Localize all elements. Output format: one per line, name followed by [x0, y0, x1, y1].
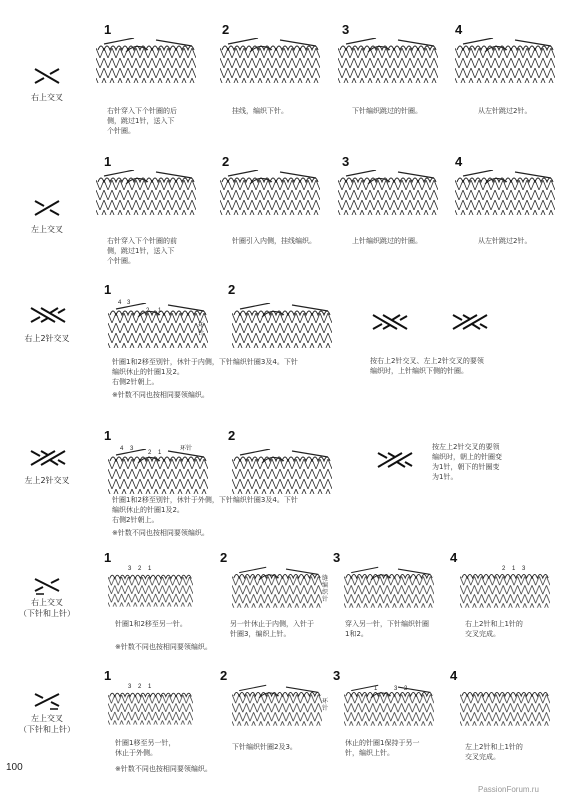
step-number: 1	[104, 154, 112, 169]
cable-symbol-right-over-icon	[32, 66, 62, 86]
cable-symbol-left-over-icon	[32, 198, 62, 218]
section-label: 左上2针交叉	[24, 476, 70, 485]
step-number: 3	[342, 22, 350, 37]
section-note: ※针数不同也按相同要领编织。	[112, 391, 209, 399]
knit-diagram	[108, 560, 193, 610]
step-caption: 针圈引入内侧，挂线编织。	[232, 237, 316, 245]
cable-symbol-left-over-knit-purl-icon	[32, 690, 62, 710]
diagram-label: 环针	[180, 446, 193, 452]
cable-symbol-right-over-2-icon	[370, 312, 410, 332]
step-number: 3	[342, 154, 350, 169]
knit-diagram	[96, 170, 196, 215]
knit-diagram	[460, 560, 550, 610]
knit-diagram	[108, 678, 193, 728]
knit-diagram	[344, 678, 434, 728]
step-caption: 上针编织跳过的针圈。	[352, 237, 422, 245]
step-number: 2	[222, 154, 230, 169]
section-note: ※针数不同也按相同要领编织。	[115, 765, 212, 773]
cable-symbol-left-over-2-icon	[375, 450, 415, 470]
step-number: 2	[220, 550, 228, 565]
step-number: 2	[220, 668, 228, 683]
knit-diagram	[96, 38, 196, 83]
section-note: ※针数不同也按相同要领编织。	[112, 529, 209, 537]
page-number: 100	[6, 762, 23, 773]
step-caption: 下针编织跳过的针圈。	[352, 107, 422, 115]
knit-diagram	[232, 678, 322, 728]
step-number: 1	[104, 550, 112, 565]
diagram-label: 2	[146, 308, 150, 314]
section-label: 左上交叉 （下针和上针）	[19, 714, 75, 734]
step-number: 1	[104, 668, 112, 683]
diagram-label: 2	[138, 684, 142, 690]
knit-diagram	[338, 38, 438, 83]
step-number: 2	[228, 428, 236, 443]
step-number: 3	[333, 550, 341, 565]
knit-diagram	[220, 38, 320, 83]
diagram-label: 2	[138, 566, 142, 572]
diagram-label: 3	[128, 684, 132, 690]
knit-diagram	[455, 38, 555, 83]
watermark: PassionForum.ru	[478, 785, 539, 794]
side-text: 按右上2针交叉、左上2针交叉的要领 编织时，上针编织下侧的针圈。	[370, 357, 484, 375]
step-caption: 穿入另一针，下针编织针圈 1和2。	[345, 620, 429, 638]
knit-diagram	[108, 444, 208, 494]
diagram-label: 2	[148, 450, 152, 456]
diagram-label: 1	[374, 686, 378, 692]
step-number: 4	[455, 22, 463, 37]
diagram-label: 3	[130, 446, 134, 452]
diagram-label: 1	[148, 566, 152, 572]
section-label: 左上交叉	[31, 225, 63, 234]
knit-diagram	[108, 298, 208, 348]
diagram-label: 1	[148, 684, 152, 690]
step-caption: 右上2针和上1针的 交叉完成。	[465, 620, 523, 638]
knit-diagram	[344, 560, 434, 610]
step-caption: 从左针跳过2针。	[478, 107, 532, 115]
step-caption: 休止的针圈1保持于另一 针，编织上针。	[345, 739, 420, 757]
step-number: 1	[104, 428, 112, 443]
step-caption: 挂线，编织下针。	[232, 107, 288, 115]
diagram-label: 环 针	[322, 698, 329, 712]
cable-symbol-right-over-knit-purl-icon	[32, 575, 62, 595]
knit-diagram	[455, 170, 555, 215]
step-caption: 针圈1移至另一针， 休止于外侧。	[115, 739, 176, 757]
knit-diagram	[460, 678, 550, 728]
diagram-label: 2	[502, 566, 506, 572]
diagram-label: 4	[120, 446, 124, 452]
step-caption: 左上2针和上1针的 交叉完成。	[465, 743, 523, 761]
knit-diagram	[232, 444, 332, 494]
step-number: 4	[450, 550, 458, 565]
diagram-label: 3	[128, 566, 132, 572]
step-caption: 另一针休止于内侧，入针于 针圈3，编织上针。	[230, 620, 314, 638]
step-caption: 右针穿入下个针圈的前 侧，跳过1针，送入下 个针圈。	[107, 237, 177, 265]
cable-symbol-left-over-2-icon	[450, 312, 490, 332]
step-caption: 右针穿入下个针圈的后 侧，跳过1针，送入下 个针圈。	[107, 107, 177, 135]
diagram-label: 3	[522, 566, 526, 572]
knit-diagram	[232, 560, 322, 610]
diagram-label: 4	[118, 300, 122, 306]
cable-symbol-right-over-2-icon	[28, 305, 68, 325]
step-number: 1	[104, 282, 112, 297]
knit-diagram	[220, 170, 320, 215]
section-label: 右上交叉	[31, 93, 63, 102]
diagram-label: 1	[512, 566, 516, 572]
diagram-label: 3	[394, 686, 398, 692]
diagram-label: 3	[127, 300, 131, 306]
knit-diagram	[232, 298, 332, 348]
step-number: 1	[104, 22, 112, 37]
cable-symbol-left-over-2-icon	[28, 448, 68, 468]
step-number: 4	[455, 154, 463, 169]
diagram-label: 1	[158, 450, 162, 456]
step-number: 2	[228, 282, 236, 297]
step-caption: 下针编织针圈2及3。	[232, 743, 297, 751]
diagram-label: 环 针	[198, 322, 205, 337]
step-number: 2	[222, 22, 230, 37]
section-caption: 针圈1和2移至别针，休针于外侧，下针编织针圈3及4。下针 编织休止的针圈1及2。 右侧2针朝上。	[112, 496, 298, 524]
step-caption: 从左针跳过2针。	[478, 237, 532, 245]
side-text: 按左上2针交叉的要领 编织时，朝上的针圈变 为1针，朝下的针圈变 为1针。	[432, 443, 502, 481]
step-number: 4	[450, 668, 458, 683]
section-caption: 针圈1和2移至别针，休针于内侧，下针编织针圈3及4。下针 编织休止的针圈1及2。 右侧2针朝上。	[112, 358, 298, 386]
section-label: 右上交叉 （下针和上针）	[19, 598, 75, 618]
section-note: ※针数不同也按相同要领编织。	[115, 643, 212, 651]
step-number: 3	[333, 668, 341, 683]
section-label: 右上2针交叉	[24, 334, 70, 343]
knit-diagram	[338, 170, 438, 215]
diagram-label: 1	[158, 308, 162, 314]
diagram-label: 缝 编 织 针	[322, 575, 329, 603]
step-caption: 针圈1和2移至另一针。	[115, 620, 187, 628]
diagram-label: 2	[404, 686, 408, 692]
